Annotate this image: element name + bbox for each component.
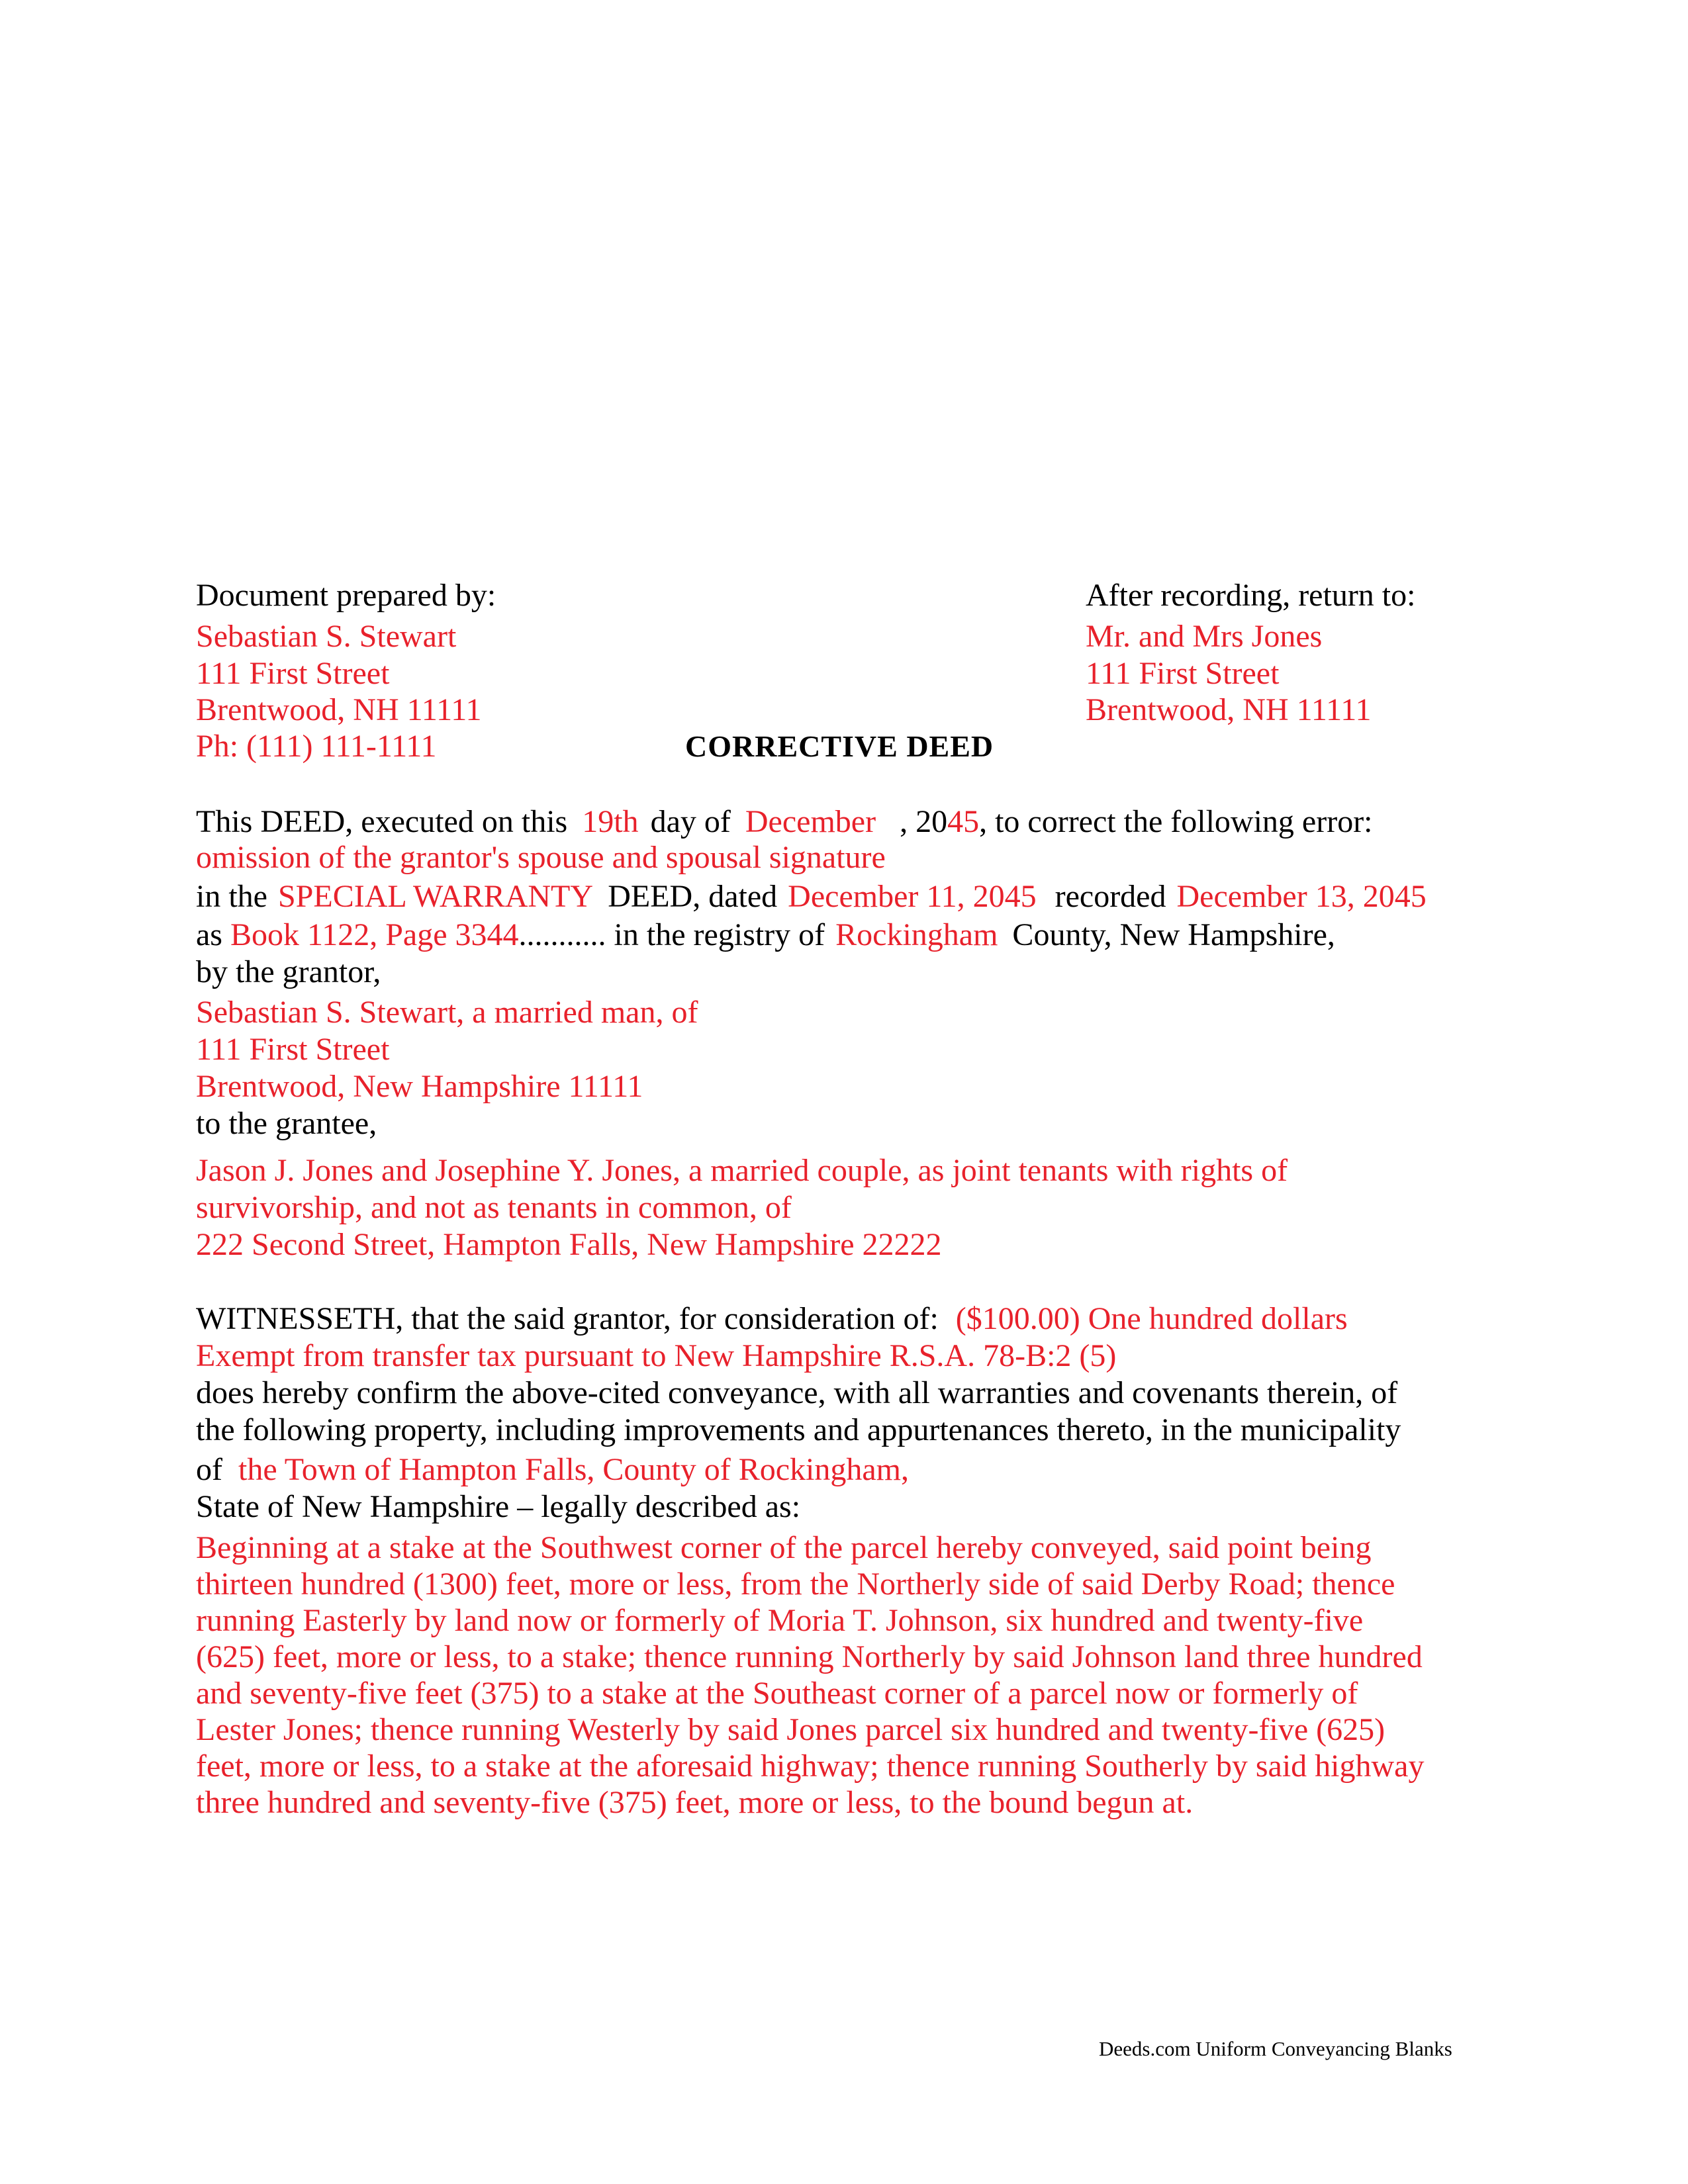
registry-text-2: in the registry of bbox=[614, 917, 825, 952]
municipality-name: the Town of Hampton Falls, County of Rockingham, bbox=[238, 1452, 909, 1487]
footer-text: Deeds.com Uniform Conveyancing Blanks bbox=[1099, 2037, 1452, 2060]
execution-text-4: , to correct the following error: bbox=[979, 804, 1373, 839]
grantor-line-3: Brentwood, New Hampshire 11111 bbox=[196, 1069, 643, 1104]
return-name: Mr. and Mrs Jones bbox=[1086, 619, 1323, 654]
legal-description-line: Beginning at a stake at the Southwest corner of the parcel hereby conveyed, said point being bbox=[196, 1530, 1372, 1565]
conveyance-line-1: does hereby confirm the above-cited conveyance, with all warranties and covenants therein, of bbox=[196, 1375, 1398, 1410]
registry-text-1: as bbox=[196, 917, 222, 952]
execution-text-2: day of bbox=[650, 804, 731, 839]
preparer-phone: Ph: (111) 111-1111 bbox=[196, 729, 437, 764]
grantor-line-2: 111 First Street bbox=[196, 1032, 390, 1067]
document-title: CORRECTIVE DEED bbox=[685, 729, 994, 763]
legal-description-line: (625) feet, more or less, to a stake; thence running Northerly by said Johnson land three hundred bbox=[196, 1639, 1423, 1674]
execution-text-3: , 20 bbox=[900, 804, 948, 839]
execution-year: 45 bbox=[947, 804, 980, 839]
execution-month: December bbox=[745, 804, 876, 839]
municipality-line bbox=[196, 1451, 909, 1488]
error-description: omission of the grantor's spouse and spousal signature bbox=[196, 840, 886, 875]
prior-deed-text-1: in the bbox=[196, 879, 267, 914]
legal-description-line: running Easterly by land now or formerly of Moria T. Johnson, six hundred and twenty-five bbox=[196, 1603, 1364, 1638]
preparer-name: Sebastian S. Stewart bbox=[196, 619, 457, 654]
preparer-city: Brentwood, NH 11111 bbox=[196, 692, 482, 727]
consideration-amount: ($100.00) One hundred dollars bbox=[955, 1301, 1348, 1336]
grantor-label: by the grantor, bbox=[196, 954, 381, 989]
grantee-line-2: survivorship, and not as tenants in common, of bbox=[196, 1190, 792, 1225]
return-to-label: After recording, return to: bbox=[1086, 578, 1416, 613]
return-city: Brentwood, NH 11111 bbox=[1086, 692, 1372, 727]
return-street: 111 First Street bbox=[1086, 656, 1280, 691]
consideration-text: WITNESSETH, that the said grantor, for consideration of: bbox=[196, 1301, 939, 1336]
prior-deed-line bbox=[196, 878, 1427, 915]
grantee-label: to the grantee, bbox=[196, 1106, 377, 1141]
municipality-of: of bbox=[196, 1452, 222, 1487]
prepared-by-label: Document prepared by: bbox=[196, 578, 496, 613]
grantee-line-1: Jason J. Jones and Josephine Y. Jones, a married couple, as joint tenants with rights of bbox=[196, 1153, 1288, 1188]
book-page-dots: ........... bbox=[518, 917, 606, 952]
registry-text-3: County, New Hampshire, bbox=[1012, 917, 1335, 952]
legal-description-line: and seventy-five feet (375) to a stake at the Southeast corner of a parcel now or formerly of bbox=[196, 1676, 1358, 1711]
registry-line bbox=[196, 917, 1335, 954]
legal-description-line: feet, more or less, to a stake at the aforesaid highway; thence running Southerly by said highway bbox=[196, 1749, 1425, 1784]
preparer-street: 111 First Street bbox=[196, 656, 390, 691]
book-page: Book 1122, Page 3344 bbox=[230, 917, 519, 952]
state-line: State of New Hampshire – legally described as: bbox=[196, 1489, 801, 1524]
prior-deed-text-3: recorded bbox=[1055, 879, 1166, 914]
legal-description-line: Lester Jones; thence running Westerly by said Jones parcel six hundred and twenty-five (625) bbox=[196, 1712, 1385, 1747]
consideration-line bbox=[196, 1300, 1348, 1338]
grantee-line-3: 222 Second Street, Hampton Falls, New Hampshire 22222 bbox=[196, 1227, 942, 1262]
execution-day: 19th bbox=[582, 804, 639, 839]
prior-deed-text-2: DEED, dated bbox=[608, 879, 778, 914]
recorded-date: December 13, 2045 bbox=[1176, 879, 1427, 914]
deed-date: December 11, 2045 bbox=[788, 879, 1037, 914]
grantor-line-1: Sebastian S. Stewart, a married man, of bbox=[196, 995, 698, 1030]
execution-text-1: This DEED, executed on this bbox=[196, 804, 568, 839]
county-name: Rockingham bbox=[835, 917, 998, 952]
execution-line bbox=[196, 803, 1373, 841]
tax-exemption: Exempt from transfer tax pursuant to New Hampshire R.S.A. 78-B:2 (5) bbox=[196, 1338, 1117, 1373]
conveyance-line-2: the following property, including improvements and appurtenances thereto, in the municipality bbox=[196, 1412, 1401, 1447]
deed-type: SPECIAL WARRANTY bbox=[277, 879, 592, 914]
legal-description-line: thirteen hundred (1300) feet, more or less, from the Northerly side of said Derby Road; thence bbox=[196, 1567, 1395, 1602]
legal-description-line: three hundred and seventy-five (375) feet, more or less, to the bound begun at. bbox=[196, 1785, 1194, 1820]
